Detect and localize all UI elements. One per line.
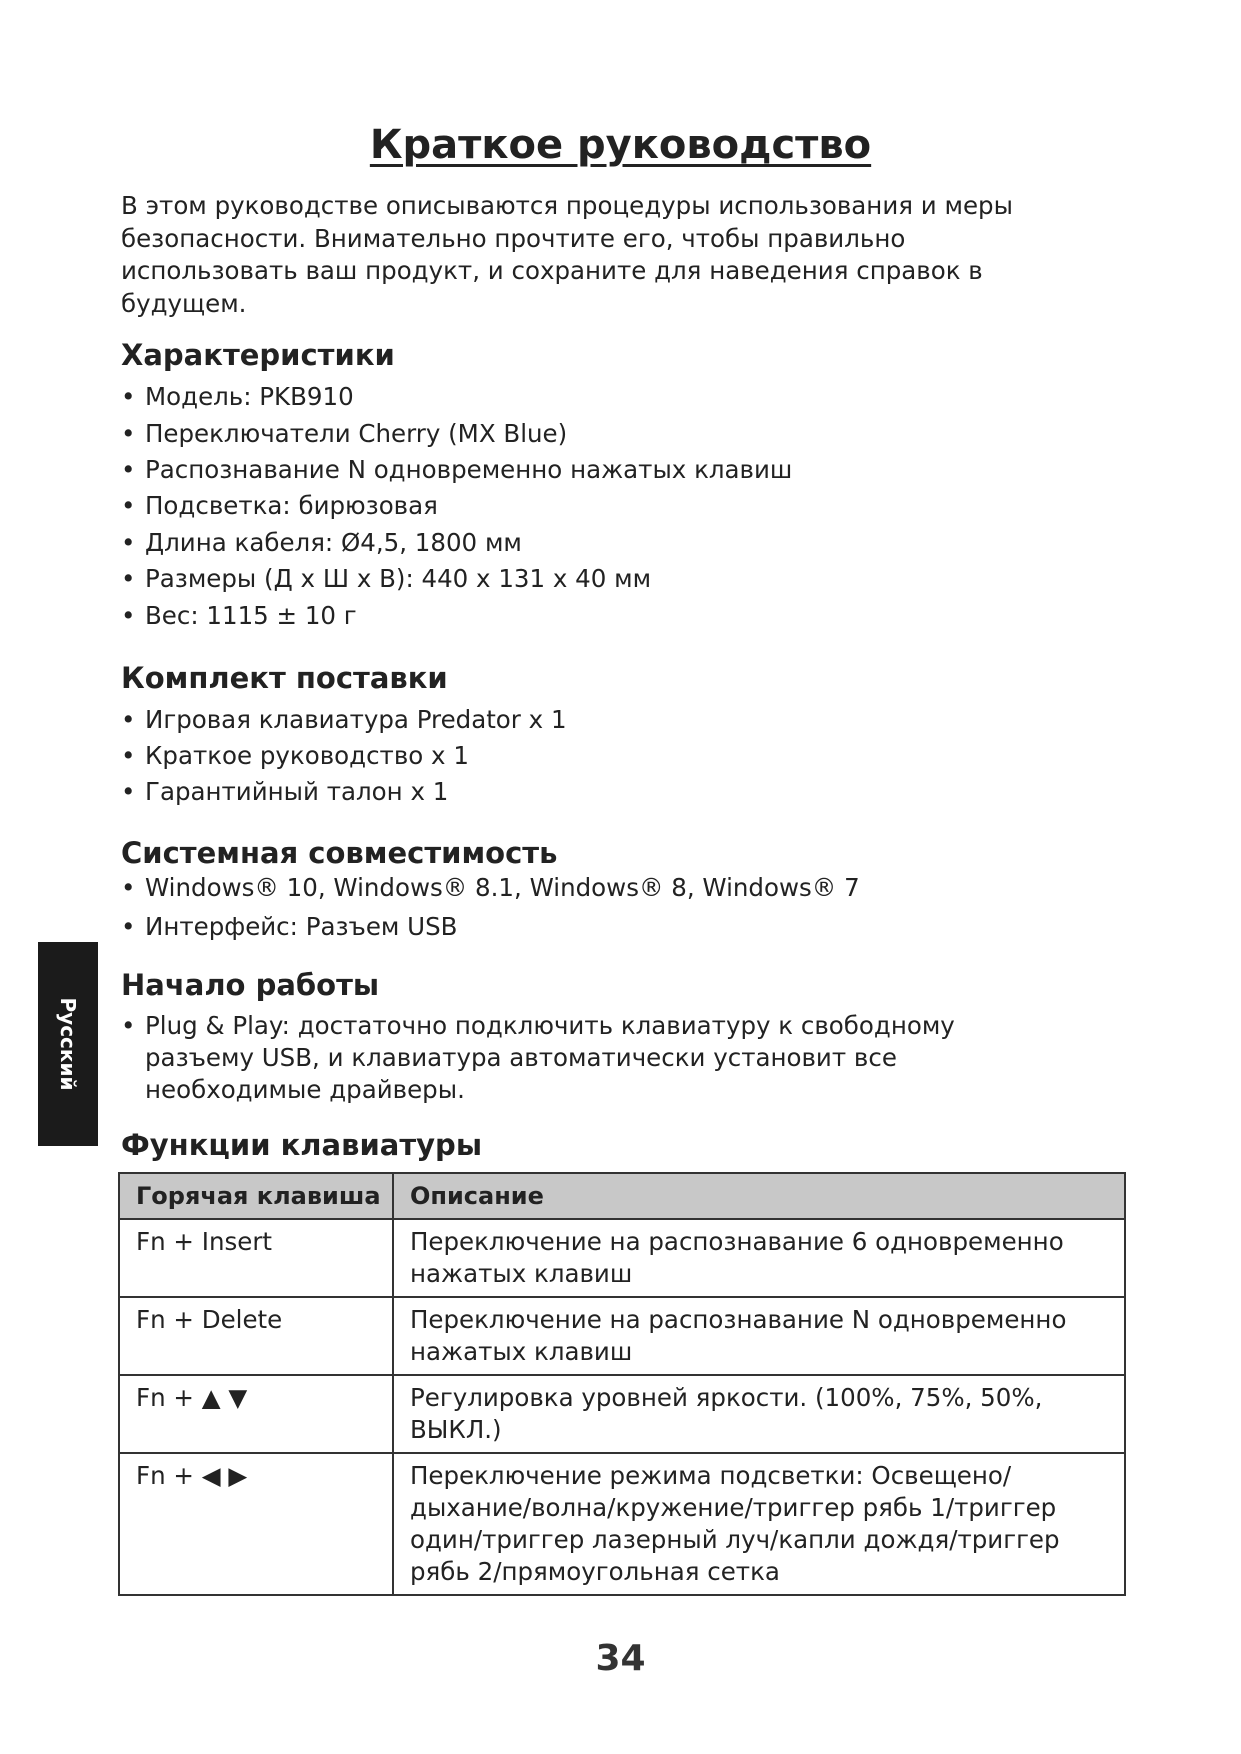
language-tab-label: Русский [56,997,80,1091]
package-list [121,705,1121,807]
list-item: • Plug & Play: достаточно подключить клавиатуру к свободному разъему USB, и клавиатура автоматически установит все необходимые драйверы. [121,1010,1041,1106]
table-row [119,1219,1125,1297]
list-item: • Длина кабеля: Ø4,5, 1800 мм [121,528,1121,558]
page-title: Краткое руководство [369,122,872,168]
list-item: • Вес: 1115 ± 10 г [121,601,1121,631]
list-item: • Переключатели Cherry (MX Blue) [121,419,1121,449]
table-row [119,1375,1125,1453]
list-item: • Модель: PKB910 [121,382,1121,412]
hotkey-cell: Fn + ◀ ▶ [119,1453,393,1595]
list-item: • Windows® 10, Windows® 8.1, Windows® 8, Windows® 7 [121,873,1121,903]
description-cell: Переключение на распознавание N одновременно нажатых клавиш [393,1297,1125,1375]
hotkey-cell: Fn + Insert [119,1219,393,1297]
specs-heading: Характеристики [121,338,395,372]
description-cell: Переключение режима подсветки: Освещено/дыхание/волна/кружение/триггер рябь 1/триггер один/триггер лазерный луч/капли дождя/триггер рябь 2/прямоугольная сетка [393,1453,1125,1595]
list-item: • Подсветка: бирюзовая [121,491,1121,521]
language-tab [38,942,98,1146]
hotkey-cell: Fn + Delete [119,1297,393,1375]
list-item: • Краткое руководство х 1 [121,741,1121,771]
intro-paragraph: В этом руководстве описываются процедуры использования и меры безопасности. Внимательно прочтите его, чтобы правильно использовать ваш продукт, и сохраните для наведения справок в будущем. [121,191,1013,318]
description-cell: Регулировка уровней яркости. (100%, 75%, 50%, ВЫКЛ.) [393,1375,1125,1453]
column-header-key: Горячая клавиша [119,1173,393,1219]
compat-list [121,873,1121,942]
list-item: • Размеры (Д х Ш х В): 440 х 131 х 40 мм [121,564,1121,594]
page-number: 34 [595,1638,646,1679]
description-cell: Переключение на распознавание 6 одновременно нажатых клавиш [393,1219,1125,1297]
list-item: • Распознавание N одновременно нажатых клавиш [121,455,1121,485]
column-header-description: Описание [393,1173,1125,1219]
hotkey-table [118,1172,1126,1596]
table-row [119,1297,1125,1375]
package-heading: Комплект поставки [121,661,448,695]
list-item: • Интерфейс: Разъем USB [121,912,1121,942]
functions-heading: Функции клавиатуры [121,1128,483,1162]
start-heading: Начало работы [121,968,380,1002]
list-item: • Гарантийный талон х 1 [121,777,1121,807]
start-list [121,1010,1041,1106]
table-row [119,1453,1125,1595]
table-header-row [119,1173,1125,1219]
specs-list [121,382,1121,631]
compat-heading: Системная совместимость [121,836,558,870]
list-item: • Игровая клавиатура Predator х 1 [121,705,1121,735]
hotkey-cell: Fn + ▲ ▼ [119,1375,393,1453]
